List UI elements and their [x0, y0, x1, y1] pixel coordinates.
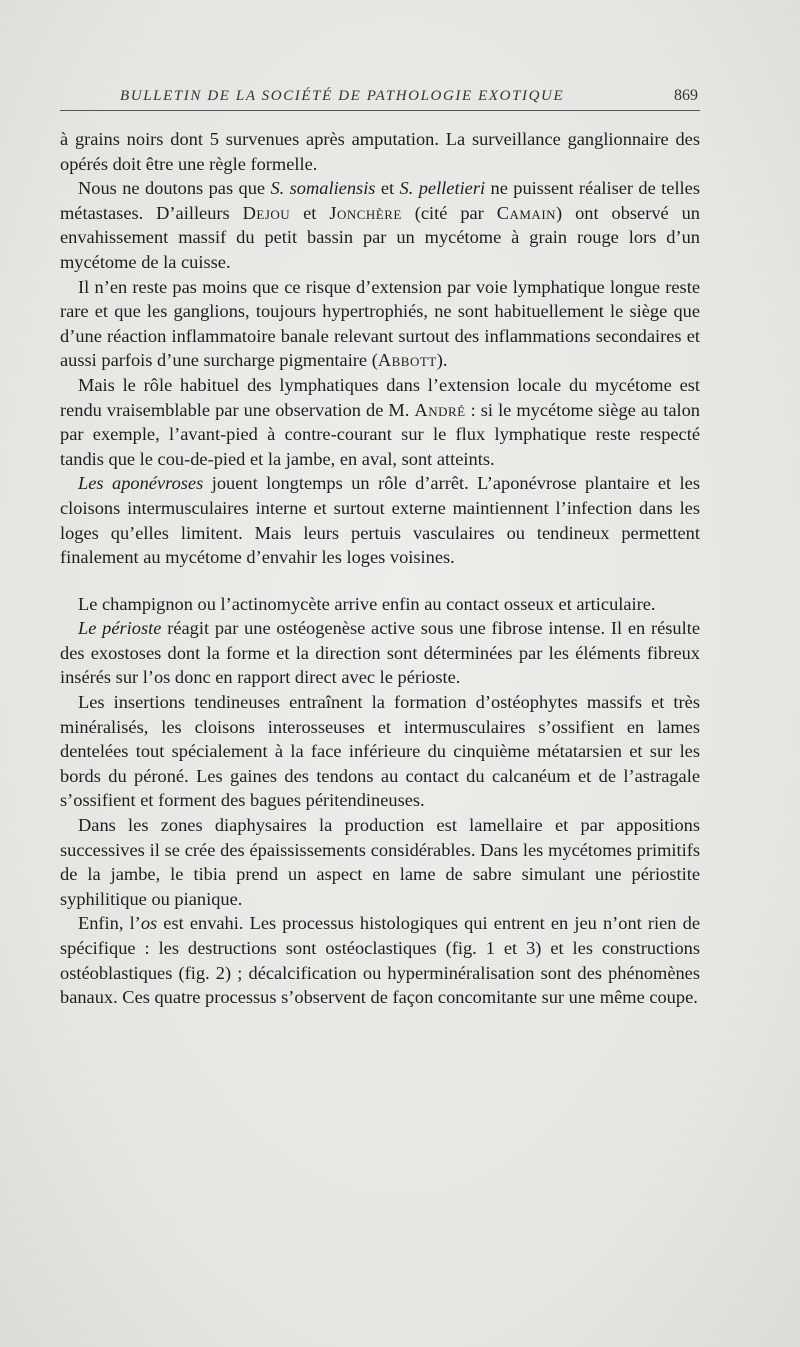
paragraph-2: Nous ne doutons pas que S. somaliensis et S. pelletieri ne puissent réaliser de telles métastases. D’ailleurs Dejou et Jonchère (cité par Camain) ont observé un envahissement massif du petit bassin par un mycétome à grain rouge lors d’un mycétome de la cuisse.	[60, 178, 700, 272]
author-name: Abbott	[377, 350, 437, 371]
paragraph-3: Il n’en reste pas moins que ce risque d’extension par voie lymphatique longue reste rare et que les ganglions, toujours hypertrophiés, ne sont habituellement le siège que d’une réaction inflammatoire banale relevant surtout des inflammations secondaires et aussi parfois d’une surcharge pigmentaire (Abbott).	[60, 276, 700, 371]
paragraph-10: Enfin, l’os est envahi. Les processus histologiques qui entrent en jeu n’ont rien de spécifique : les destructions sont ostéoclastiques (fig. 1 et 3) et les constructions ostéoblastiques (fig. 2) ; décalcification ou hyperminéralisation sont des phénomènes banaux. Ces quatre processus s’observent de façon concomitante sur une même coupe.	[60, 913, 700, 1008]
page-number: 869	[674, 87, 698, 104]
running-title: BULLETIN DE LA SOCIÉTÉ DE PATHOLOGIE EXOTIQUE	[120, 88, 565, 104]
body-text	[60, 127, 700, 1010]
paragraph-7: Le périoste réagit par une ostéogenèse active sous une fibrose intense. Il en résulte des exostoses dont la forme et la direction sont déterminées par les éléments fibreux insérés sur l’os donc en rapport direct avec le périoste.	[60, 618, 700, 688]
paragraph-5: Les aponévroses jouent longtemps un rôle d’arrêt. L’aponévrose plantaire et les cloisons intermusculaires interne et surtout externe maintiennent l’infection dans les loges qu’elles limitent. Mais leurs pertuis vasculaires ou tendineux permettent finalement au mycétome d’envahir les loges voisines.	[60, 473, 700, 568]
author-name: Camain	[496, 202, 557, 223]
paragraph-1: à grains noirs dont 5 survenues après amputation. La surveillance ganglionnaire des opérés doit être une règle formelle.	[60, 129, 700, 174]
paragraph-6: Le champignon ou l’actinomycète arrive enfin au contact osseux et articulaire.	[78, 593, 656, 614]
author-name: Jonchère	[329, 202, 402, 223]
author-name: Dejou	[242, 202, 291, 223]
running-header	[60, 86, 700, 111]
paragraph-4: Mais le rôle habituel des lymphatiques dans l’extension locale du mycétome est rendu vraisemblable par une observation de M. André : si le mycétome siège au talon par exemple, l’avant-pied à contre-courant sur le flux lymphatique reste respecté tandis que le cou-de-pied et la jambe, en aval, sont atteints.	[60, 374, 700, 469]
paragraph-8: Les insertions tendineuses entraînent la formation d’ostéophytes massifs et très minéralisés, les cloisons interosseuses et intermusculaires s’ossifient en lames dentelées tout spécialement à la face inférieure du cinquième métatarsien et sur les bords du péroné. Les gaines des tendons au contact du calcanéum et de l’astragale s’ossifient et forment des bagues péritendineuses.	[60, 692, 700, 811]
paragraph-9: Dans les zones diaphysaires la production est lamellaire et par appositions successives il se crée des épaississements considérables. Dans les mycétomes primitifs de la jambe, le tibia prend un aspect en lame de sabre simulant une périostite syphilitique ou pianique.	[60, 815, 700, 909]
author-name: André	[414, 399, 466, 420]
